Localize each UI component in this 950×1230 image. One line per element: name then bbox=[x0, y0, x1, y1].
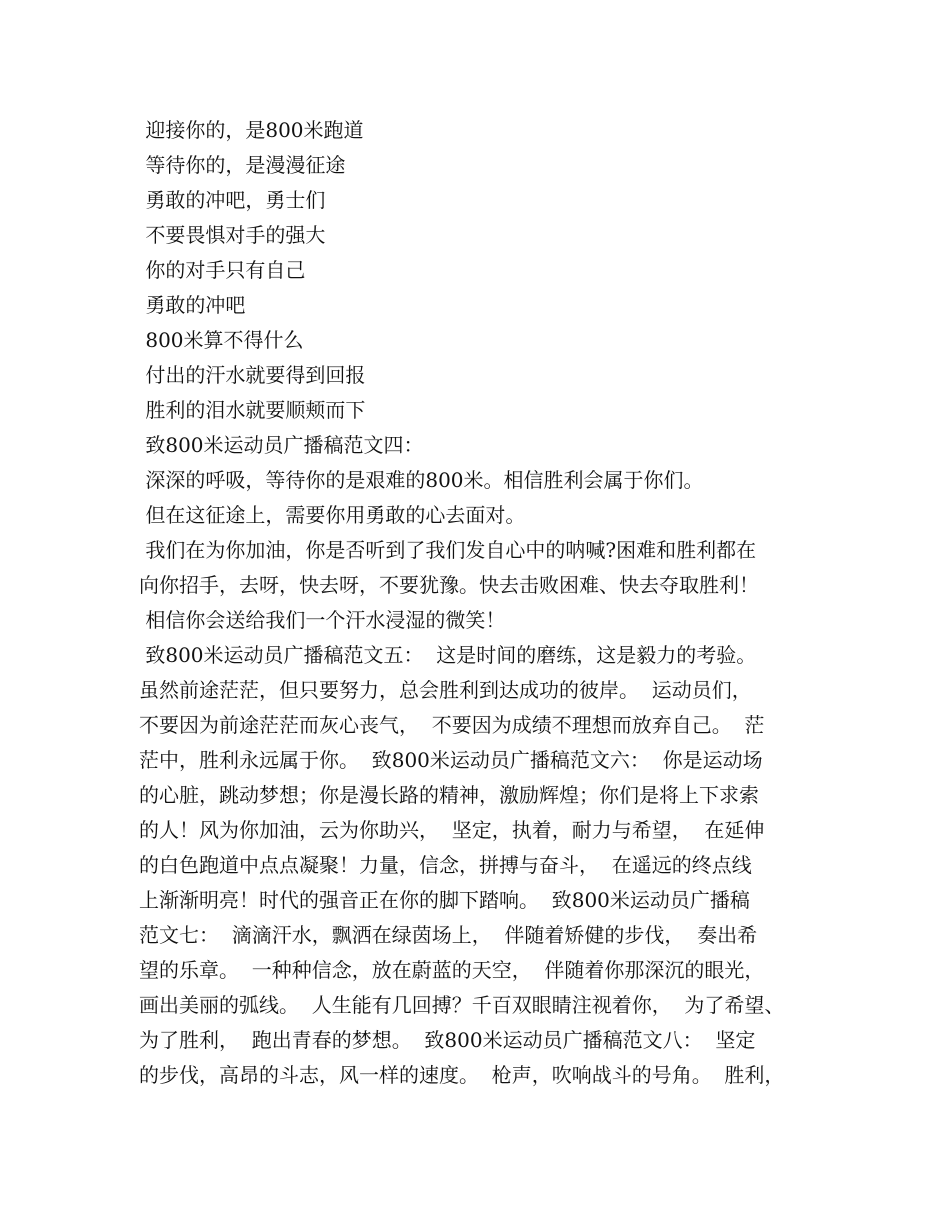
text-line: 我们在为你加油，你是否听到了我们发自心中的呐喊?困难和胜利都在 bbox=[139, 538, 757, 562]
text-line: 望的乐章。 一种种信念，放在蔚蓝的天空， 伴随着你那深沉的眼光， bbox=[139, 958, 765, 982]
section-heading: 致800米运动员广播稿范文四： bbox=[139, 433, 424, 457]
text-line: 的心脏，跳动梦想；你是漫长路的精神，激励辉煌；你们是将上下求索 bbox=[139, 783, 759, 807]
text-line: 迎接你的，是800米跑道 bbox=[139, 118, 364, 142]
document-body bbox=[139, 113, 829, 1093]
text-line: 深深的呼吸，等待你的是艰难的800米。相信胜利会属于你们。 bbox=[139, 468, 704, 492]
text-line: 茫中，胜利永远属于你。 致800米运动员广播稿范文六： 你是运动场 bbox=[139, 748, 763, 772]
text-line: 画出美丽的弧线。 人生能有几回搏？千百双眼睛注视着你， 为了希望、 bbox=[139, 993, 785, 1017]
text-line: 虽然前途茫茫，但只要努力，总会胜利到达成功的彼岸。 运动员们， bbox=[139, 678, 752, 702]
text-line: 等待你的，是漫漫征途 bbox=[139, 153, 346, 177]
text-line: 勇敢的冲吧 bbox=[139, 293, 246, 317]
text-line: 的白色跑道中点点凝聚！力量，信念，拼搏与奋斗， 在遥远的终点线 bbox=[139, 853, 752, 877]
text-line: 800米算不得什么 bbox=[139, 328, 304, 352]
text-line: 的人！风为你加油，云为你助兴， 坚定，执着，耐力与希望， 在延伸 bbox=[139, 818, 765, 842]
text-line: 的步伐，高昂的斗志，风一样的速度。 枪声，吹响战斗的号角。 胜利， bbox=[139, 1063, 785, 1087]
text-line: 为了胜利， 跑出青春的梦想。 致800米运动员广播稿范文八： 坚定 bbox=[139, 1028, 756, 1052]
text-line: 向你招手，去呀，快去呀，不要犹豫。快去击败困难、快去夺取胜利！ bbox=[139, 573, 759, 597]
text-line: 不要因为前途茫茫而灰心丧气， 不要因为成绩不理想而放弃自己。 茫 bbox=[139, 713, 765, 737]
text-line: 不要畏惧对手的强大 bbox=[139, 223, 326, 247]
text-line: 相信你会送给我们一个汗水浸湿的微笑！ bbox=[139, 608, 506, 632]
text-line: 上渐渐明亮！时代的强音正在你的脚下踏响。 致800米运动员广播稿 bbox=[139, 888, 750, 912]
text-line: 范文七： 滴滴汗水，飘洒在绿茵场上， 伴随着矫健的步伐， 奏出希 bbox=[139, 923, 758, 947]
text-line: 你的对手只有自己 bbox=[139, 258, 306, 282]
text-line: 勇敢的冲吧，勇士们 bbox=[139, 188, 326, 212]
text-line: 付出的汗水就要得到回报 bbox=[139, 363, 366, 387]
text-line: 致800米运动员广播稿范文五： 这是时间的磨练，这是毅力的考验。 bbox=[139, 643, 757, 667]
text-line: 胜利的泪水就要顺颊而下 bbox=[139, 398, 366, 422]
text-line: 但在这征途上，需要你用勇敢的心去面对。 bbox=[139, 503, 526, 527]
